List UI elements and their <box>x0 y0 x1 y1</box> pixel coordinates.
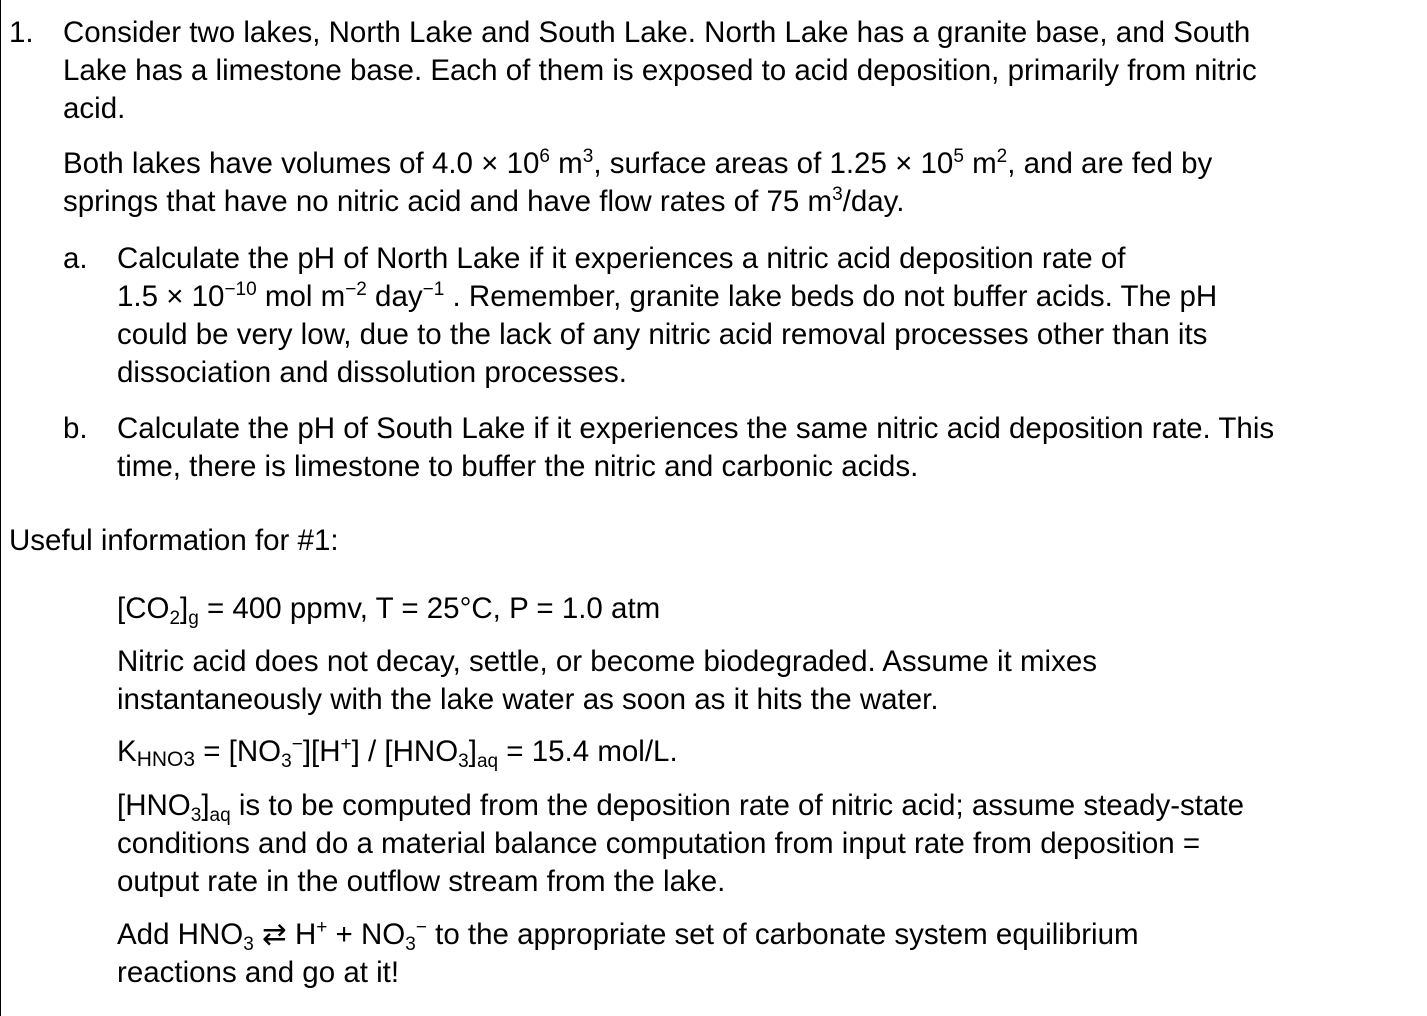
nitric-acid-assumption: Nitric acid does not decay, settle, or become biodegraded. Assume it mixes instantaneously with the lake water as soon as it hits the water. <box>117 645 1097 716</box>
question-number: 1. <box>9 16 34 49</box>
useful-info-heading: Useful information for #1: <box>9 524 339 557</box>
part-a-label: a. <box>63 242 88 275</box>
reaction-instruction: Add $HNO_3$ ⇄ $H^+ + NO_3^-$ to the appropriate set of carbonate system equilibrium reactions and go at it! <box>117 917 1139 989</box>
dissociation-constant: KHNO3 = $[NO_3^-][H^+] / [HNO_3]_{aq} = 15.4$ mol/L. <box>117 734 678 772</box>
hno3-aq-instructions: $[HNO_3]_{aq}$ is to be computed from the deposition rate of nitric acid; assume steady-state conditions and do a material balance computation from input rate from deposition = output rate in the outflow stream from the lake. <box>117 789 1245 898</box>
part-b-label: b. <box>63 412 88 445</box>
co2-conditions: $[CO_2]_g = 400$ ppmv, T = 25°C, P = 1.0 atm <box>117 592 661 629</box>
lake-parameters-paragraph: Both lakes have volumes of $4.0 \times 10^6$ $m^3$, surface areas of $1.25 \times 10^5$ $m^2$, and are fed by springs that have no nitric acid and have flow rates of 75 $m^3$/day. <box>63 146 1213 218</box>
part-b-text: Calculate the pH of South Lake if it experiences the same nitric acid deposition rate. This time, there is limestone to buffer the nitric and carbonic acids. <box>117 412 1275 483</box>
question-intro: Consider two lakes, North Lake and South Lake. North Lake has a granite base, and South Lake has a limestone base. Each of them is exposed to acid deposition, primarily from nitric acid. <box>63 16 1257 125</box>
part-a-text: Calculate the pH of North Lake if it experiences a nitric acid deposition rate of $1.5 \times 10^{-10}$ mol $m^{-2}$ day$^{-1}$ . Remember, granite lake beds do not buffer acids. The pH could be very low, due to the lack of any nitric acid removal processes other than its dissociation and dissolution processes. <box>117 242 1218 389</box>
